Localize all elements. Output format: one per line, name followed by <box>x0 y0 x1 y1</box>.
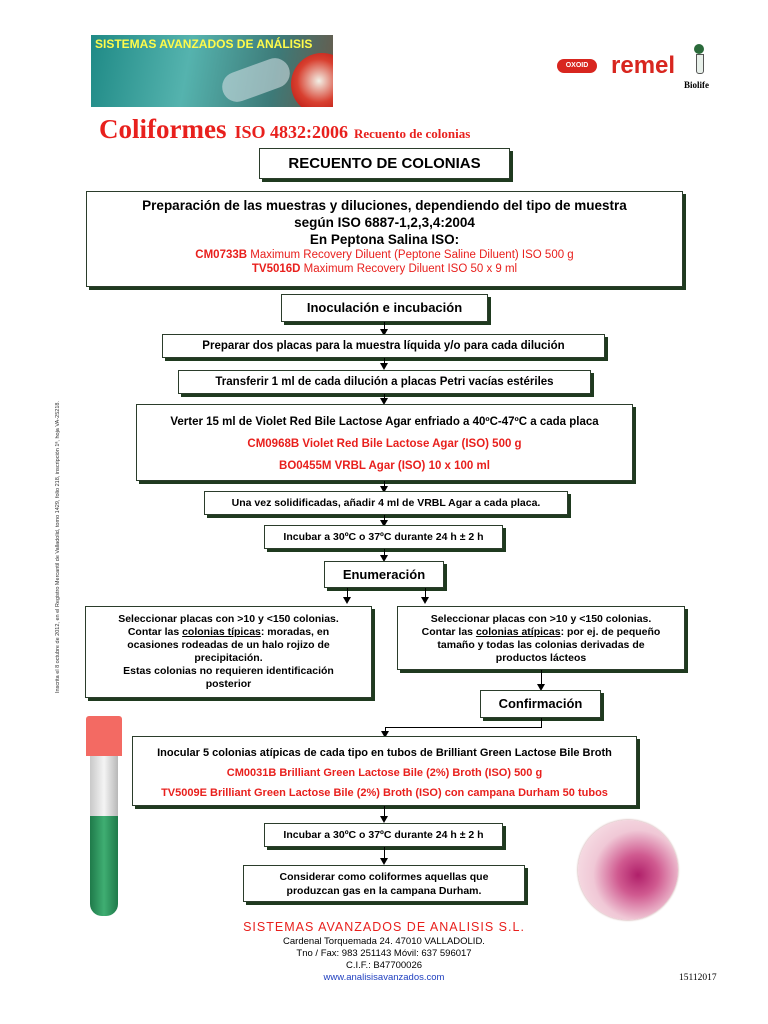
heading-confirmacion: Confirmación <box>480 690 601 718</box>
verter-line1: Verter 15 ml de Violet Red Bile Lactose Agar enfriado a 40ºC-47ºC a cada placa <box>170 416 599 428</box>
arrow-head <box>380 363 388 370</box>
test-tube-image <box>86 716 122 918</box>
petri-dish-image <box>291 53 333 107</box>
verter-line2: CM0968B Violet Red Bile Lactose Agar (ISO) 500 g <box>247 438 522 450</box>
tipicas-l2a: Contar las <box>127 626 183 638</box>
arrow-head <box>343 597 351 604</box>
page-title <box>99 114 470 145</box>
biolife-logo-text: Biolife <box>684 80 709 90</box>
atipicas-l3: tamaño y todas las colonias derivadas de <box>437 639 645 651</box>
prep-box <box>86 191 683 287</box>
arrow-head <box>380 816 388 823</box>
heading-recuento: RECUENTO DE COLONIAS <box>259 148 510 179</box>
footer-web-link[interactable]: www.analisisavanzados.com <box>323 972 445 983</box>
footer-cif: C.I.F.: B47700026 <box>345 960 423 971</box>
inocular-line2: CM0031B Brilliant Green Lactose Bile (2%) Broth (ISO) 500 g <box>226 767 543 779</box>
tipicas-l2c: : moradas, en <box>260 626 330 638</box>
title-iso: ISO 4832:2006 <box>234 122 348 142</box>
remel-logo: remel <box>611 52 676 79</box>
arrow <box>385 727 542 728</box>
prep-item2-text: Maximum Recovery Diluent ISO 50 x 9 ml <box>300 263 518 275</box>
header-banner <box>91 35 333 107</box>
arrow-head <box>421 597 429 604</box>
footer <box>184 920 584 984</box>
atipicas-l1: Seleccionar placas con >10 y <150 colonias. <box>430 613 652 625</box>
title-main: Coliformes <box>99 114 227 144</box>
prep-line3: En Peptona Salina ISO: <box>309 232 460 247</box>
footer-address: Cardenal Torquemada 24. 47010 VALLADOLID. <box>283 936 485 947</box>
atipicas-l2 <box>398 626 684 639</box>
step-inocular <box>132 736 637 806</box>
step-considerar <box>243 865 525 902</box>
heading-enumeracion: Enumeración <box>324 561 444 588</box>
box-colonias-atipicas <box>397 606 685 670</box>
registry-side-text: Inscrita el 8 octubre de 2012, en el Registro Mercantil de Valladolid, tomo 1429, folio 218, inscripción 1ª, hoja VA-25218. <box>55 401 61 693</box>
considerar-line2: produzcan gas en la campana Durham. <box>286 885 482 897</box>
tipicas-l6: posterior <box>205 678 252 690</box>
box-colonias-tipicas <box>85 606 372 698</box>
title-sub: Recuento de colonias <box>353 126 471 141</box>
oxoid-logo: OXOID <box>557 59 597 73</box>
prep-line2: según ISO 6887-1,2,3,4:2004 <box>294 215 475 230</box>
step-solidificadas: Una vez solidificadas, añadir 4 ml de VRBL Agar a cada placa. <box>204 491 568 515</box>
step-transferir: Transferir 1 ml de cada dilución a placas Petri vacías estériles <box>178 370 591 394</box>
hand-image <box>218 54 294 106</box>
step-preparar-placas: Preparar dos placas para la muestra líquida y/o para cada dilución <box>162 334 605 358</box>
inocular-line3: TV5009E Brilliant Green Lactose Bile (2%) Broth (ISO) con campana Durham 50 tubos <box>161 787 608 799</box>
step-incubar-2: Incubar a 30ºC o 37ºC durante 24 h ± 2 h <box>264 823 503 847</box>
prep-line1: Preparación de las muestras y diluciones, dependiendo del tipo de muestra <box>142 198 627 213</box>
document-code: 15112017 <box>679 973 717 983</box>
footer-company: SISTEMAS AVANZADOS DE ANALISIS S.L. <box>243 920 525 934</box>
prep-item1 <box>87 248 682 262</box>
considerar-line1: Considerar como coliformes aquellas que <box>279 871 489 883</box>
atipicas-l4: productos lácteos <box>495 652 587 664</box>
banner-title: SISTEMAS AVANZADOS DE ANÁLISIS <box>95 37 313 51</box>
step-verter <box>136 404 633 481</box>
tipicas-l1: Seleccionar placas con >10 y <150 colonias. <box>118 613 339 625</box>
prep-item1-text: Maximum Recovery Diluent (Peptone Saline Diluent) ISO 500 g <box>247 249 574 261</box>
atipicas-l2a: Contar las <box>421 626 476 638</box>
arrow <box>541 718 542 727</box>
atipicas-l2b: colonias atípicas <box>475 626 561 638</box>
atipicas-l2c: : por ej. de pequeño <box>560 626 661 638</box>
verter-line3: BO0455M VRBL Agar (ISO) 10 x 100 ml <box>279 460 490 472</box>
inocular-line1: Inocular 5 colonias atípicas de cada tipo en tubos de Brilliant Green Lactose Bile Broth <box>157 747 612 759</box>
prep-item1-code: CM0733B <box>195 249 248 261</box>
prep-item2-code: TV5016D <box>251 263 301 275</box>
tipicas-l2b: colonias típicas <box>182 626 261 638</box>
biolife-logo-icon <box>692 44 706 74</box>
tipicas-l3: ocasiones rodeadas de un halo rojizo de <box>127 639 330 651</box>
tipicas-l2 <box>86 626 371 639</box>
prep-item2 <box>87 262 682 276</box>
arrow-head <box>380 858 388 865</box>
tipicas-l4: precipitación. <box>194 652 263 664</box>
petri-colonies-image <box>578 820 678 920</box>
tipicas-l5: Estas colonias no requieren identificación <box>123 665 334 677</box>
step-incubar-1: Incubar a 30ºC o 37ºC durante 24 h ± 2 h <box>264 525 503 549</box>
footer-phone: Tno / Fax: 983 251143 Móvil: 637 596017 <box>296 948 472 959</box>
heading-inoculacion: Inoculación e incubación <box>281 294 488 322</box>
